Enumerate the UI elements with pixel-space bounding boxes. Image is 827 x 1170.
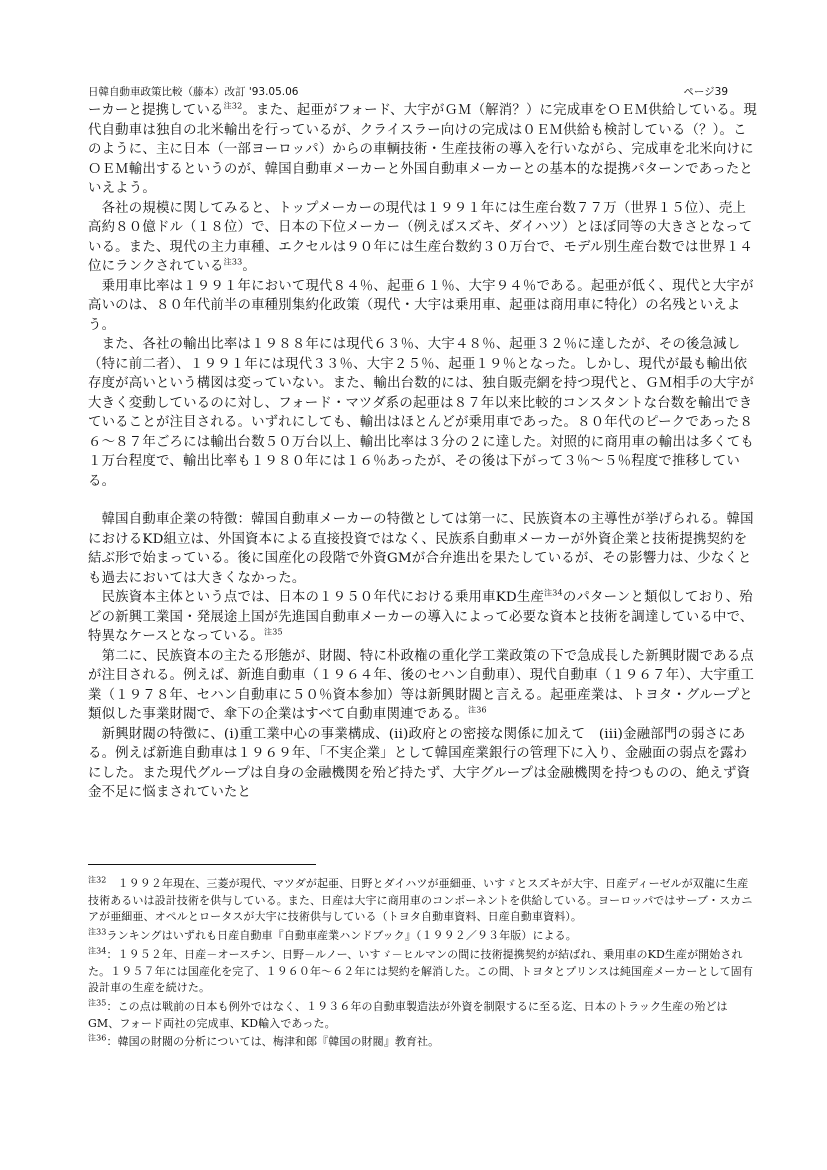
paragraph-8: 新興財閥の特徴に、(i)重工業中心の事業構成、(ii)政府との密接な関係に加えて (iii)金融部門の弱さにある。例えば新進自動車は１９６９年、「不実企業」として韓国産業銀行の管理下に入り、金融面の弱点を露わにした。また現代グループは自身の金融機関を殆ど持たず、大宇グループは金融機関を持つものの、絶えず資金不足に悩まされていたと: [88, 726, 751, 800]
paragraph-7: 第二に、民族資本の主たる形態が、財閥、特に朴政権の重化学工業政策の下で急成長した新興財閥である点が注目される。例えば、新進自動車（１９６４年、後のセハン自動車）、現代自動車（１９６７年）、大宇重工業（１９７８年、セハン自動車に５０％資本参加）等は新興財閥と言える。起亜産業は、トヨタ・グループと類似した事業財閥で、傘下の企業はすべて自動車関連である。$^{注36}$: [88, 648, 755, 722]
body-text: [88, 101, 758, 803]
paragraph-2: 各社の規模に関してみると、トップメーカーの現代は１９９１年には生産台数７７万（世界１５位）、売上高約８０億ドル（１８位）で、日本の下位メーカー（例えばスズキ、ダイハツ）とほぼ同等の大きさとなっている。また、現代の主力車種、エクセルは９０年には生産台数約３０万台で、モデル別生産台数では世界１４位にランクされている$^{注33}$。: [88, 200, 753, 274]
paragraph-5: 韓国自動車企業の特徴：韓国自動車メーカーの特徴としては第一に、民族資本の主導性が挙げられる。韓国におけるKD組立は、外国資本による直接投資ではなく、民族系自動車メーカーが外資企業と技術提携契約を結ぶ形で始まっている。後に国産化の段階で外資GMが合弁進出を果たしているが、その影響力は、少なくとも過去においては大きくなかった。: [88, 512, 754, 586]
footnote: $^{注34}$：１９５２年、日産－オースチン、日野－ルノー、いすゞ－ヒルマンの間に技術提携契約が結ばれ、乗用車のKD生産が開始された。１９５７年には国産化を完了、１９６０年～６２年には契約を解消した。この間、トヨタとプリンスは純国産メーカーとして固有設計車の生産を続けた。: [88, 946, 754, 995]
footnote-ref: 注32: [223, 101, 243, 111]
footnotes: [88, 876, 758, 1053]
paragraph-4: また、各社の輸出比率は１９８８年には現代６３％、大宇４８％、起亜３２％に達したが、その後急減し（特に前二者）、１９９１年には現代３３％、大宇２５％、起亜１９％となった。しかし、現代が最も輸出依存度が高いという構図は変っていない。また、輸出台数的には、独自販売網を持つ現代と、ＧＭ相手の大宇が大きく変動しているのに対し、フォード・マツダ系の起亜は８７年以来比較的コンスタントな台数を輸出できていることが注目される。いずれにしても、輸出はほとんどが乗用車であった。８０年代のピークであった８６～８７年ごろには輸出台数５０万台以上、輸出比率は３分の２に達した。対照的に商用車の輸出は多くても１万台程度で、輸出比率も１９８０年には１６％あったが、その後は下がって３％～５％程度で推移している。: [88, 337, 754, 489]
footnote-ref: 注34: [544, 588, 563, 598]
footnote: $^{注33}$ランキングはいずれも日産自動車『自動車産業ハンドブック』（１９９２／９３年版）による。: [88, 927, 577, 943]
footnote-ref: 注35: [264, 627, 283, 637]
footnote-ref: 注33: [223, 257, 243, 267]
page-header: [88, 84, 728, 100]
paragraph-1: ーカーと提携している$^{注32}$。また、起亜がフォード、大宇がＧＭ（解消？）に完成車をＯＥＭ供給している。現代自動車は独自の北米輸出を行っているが、クライスラー向けの完成は０ＥＭ供給も検討している（？）。このように、主に日本（一部ヨーロッパ）からの車輌技術・生産技術の導入を行いながら、完成車を北米向けにＯＥＭ輸出するというのが、韓国自動車メーカーと外国自動車メーカーとの基本的な提携パターンであったといえよう。: [88, 101, 757, 196]
footnote: $^{注35}$：この点は戦前の日本も例外ではなく、１９３６年の自動車製造法が外資を制限するに至る迄、日本のトラック生産の殆どはGM、フォード両社の完成車、KD輸入であった。: [88, 998, 728, 1030]
paragraph-3: 乗用車比率は１９９１年において現代８４％、起亜６１％、大宇９４％である。起亜が低く、現代と大宇が高いのは、８０年代前半の車種別集約化政策（現代・大宇は乗用車、起亜は商用車に特化）の名残といえよう。: [88, 278, 754, 333]
page-number: ページ39: [683, 86, 728, 98]
paragraph-6: 民族資本主体という点では、日本の１９５０年代における乗用車KD生産$^{注34}$のパターンと類似しており、殆どの新興工業国・発展途上国が先進国自動車メーカーの導入によって必要な資本と技術を調達している中で、特異なケースとなっている。$^{注35}$: [88, 588, 754, 644]
footnote-ref: 注36: [468, 705, 487, 715]
footnote-divider: [88, 864, 316, 865]
document-title: 日韓自動車政策比較（藤本）改訂 '93.05.06: [88, 86, 299, 98]
footnote: $^{注32}$ １９９２年現在、三菱が現代、マツダが起亜、日野とダイハツが亜細亜、いすゞとスズキが大宇、日産ディーゼルが双龍に生産技術あるいは設計技術を供与している。また、日産は大宇に商用車のコンポーネントを供給している。ヨーロッパではサーブ・スカニアが亜細亜、オペルとロータスが大宇に技術供与している（トヨタ自動車資料、日産自動車資料）。: [88, 875, 753, 924]
footnote: $^{注36}$：韓国の財閥の分析については、梅津和郎『韓国の財閥』教育社。: [88, 1033, 440, 1049]
